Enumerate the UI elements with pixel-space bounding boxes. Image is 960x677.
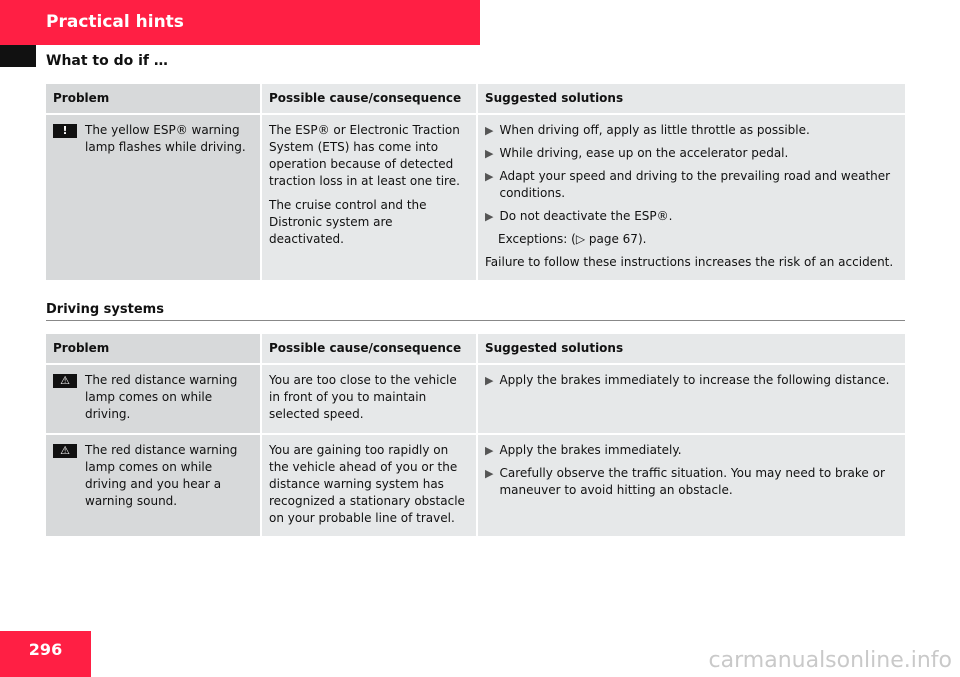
cause-cell	[261, 114, 477, 281]
solutions-cell	[477, 114, 905, 281]
esp-problem-table	[46, 84, 905, 282]
problem-cell	[46, 114, 261, 281]
table-row	[46, 114, 905, 281]
solution-item: ▶ Do not deactivate the ESP®.	[485, 209, 673, 223]
distance-warning-icon: ⚠	[53, 374, 77, 388]
arrow-bullet-icon: ▶	[485, 210, 494, 223]
driving-systems-table	[46, 334, 905, 538]
cause-cell: You are too close to the vehicle in front of you to maintain selected speed.	[261, 364, 477, 434]
solution-item: ▶ Apply the brakes immediately.	[485, 443, 682, 457]
section-title: Driving systems	[46, 302, 905, 321]
problem-cell	[46, 434, 261, 537]
warning-note: Failure to follow these instructions increases the risk of an accident.	[485, 255, 894, 269]
table-header-row	[46, 334, 905, 364]
problem-cell	[46, 364, 261, 434]
solution-item: ▶ Apply the brakes immediately to increase the following distance.	[485, 373, 890, 387]
page-reference: Exceptions: (▷ page 67).	[498, 232, 647, 246]
table-header-row	[46, 84, 905, 114]
solution-item: ▶ While driving, ease up on the accelerator pedal.	[485, 146, 789, 160]
solution-item: ▶ When driving off, apply as little throttle as possible.	[485, 123, 810, 137]
arrow-bullet-icon: ▶	[485, 147, 494, 160]
watermark: carmanualsonline.info	[708, 648, 952, 673]
solutions-cell	[477, 434, 905, 537]
table-row	[46, 364, 905, 434]
cause-cell: You are gaining too rapidly on the vehicle ahead of you or the distance warning system has recognized a stationary obstacle on your probable line of travel.	[261, 434, 477, 537]
solution-item: ▶ Carefully observe the traffic situation. You may need to brake or maneuver to avoid hitting an obstacle.	[485, 466, 885, 497]
arrow-bullet-icon: ▶	[485, 170, 494, 183]
page-subheading: What to do if …	[46, 53, 168, 69]
arrow-bullet-icon: ▶	[485, 124, 494, 137]
distance-warning-icon: ⚠	[53, 444, 77, 458]
arrow-bullet-icon: ▶	[485, 374, 494, 387]
col-header-cause: Possible cause/consequence	[261, 334, 477, 364]
col-header-problem: Problem	[46, 84, 261, 114]
chapter-tab-marker	[0, 45, 36, 67]
col-header-solutions: Suggested solutions	[477, 334, 905, 364]
col-header-solutions: Suggested solutions	[477, 84, 905, 114]
arrow-bullet-icon: ▶	[485, 467, 494, 480]
solution-item: ▶ Adapt your speed and driving to the prevailing road and weather conditions.	[485, 169, 891, 200]
arrow-bullet-icon: ▶	[485, 444, 494, 457]
cause-text: The ESP® or Electronic Traction System (ETS) has come into operation because of detected traction loss in at least one tire.	[269, 123, 460, 188]
problem-text: The yellow ESP® warning lamp flashes while driving.	[85, 123, 246, 154]
cause-text: The cruise control and the Distronic system are deactivated.	[269, 198, 427, 246]
page-number: 296	[0, 631, 91, 677]
solutions-cell	[477, 364, 905, 434]
col-header-problem: Problem	[46, 334, 261, 364]
problem-text: The red distance warning lamp comes on while driving and you hear a warning sound.	[85, 443, 238, 508]
col-header-cause: Possible cause/consequence	[261, 84, 477, 114]
esp-warning-icon: !	[53, 124, 77, 138]
problem-text: The red distance warning lamp comes on while driving.	[85, 373, 238, 421]
table-row	[46, 434, 905, 537]
chapter-banner: Practical hints	[0, 0, 480, 45]
